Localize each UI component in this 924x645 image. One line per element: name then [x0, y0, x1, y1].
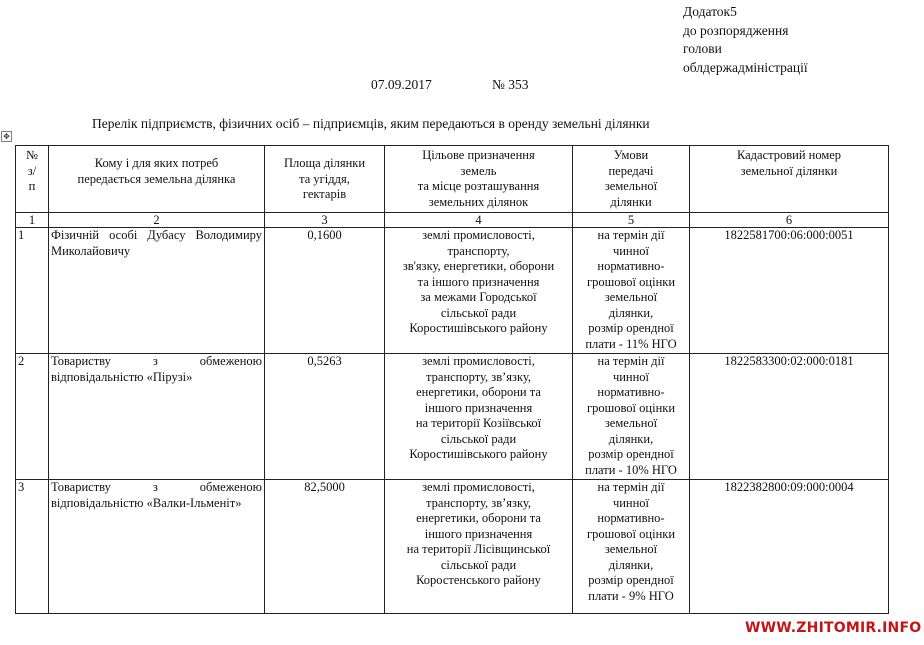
- row-area: 82,5000: [265, 480, 385, 614]
- table-row: [16, 354, 889, 480]
- row-purpose: землі промисловості, транспорту, зв’язку, енергетики, оборони та іншого призначення на території Козіївської сільської ради Коростишівського району: [385, 354, 573, 480]
- header-cadastral: Кадастровий номер земельної ділянки: [690, 146, 889, 213]
- site-watermark: WWW.ZHITOMIR.INFO: [742, 620, 924, 636]
- column-number: 4: [385, 213, 573, 228]
- header-purpose: Цільове призначення земель та місце розташування земельних ділянок: [385, 146, 573, 213]
- column-number: 5: [573, 213, 690, 228]
- header-recipient: Кому і для яких потреб передається земельна ділянка: [49, 146, 265, 213]
- row-recipient: Фізичній особі Дубасу Володимиру Миколайовичу: [49, 228, 265, 354]
- column-number: 3: [265, 213, 385, 228]
- row-conditions: на термін дії чинної нормативно- грошової оцінки земельної ділянки, розмір орендної плати - 10% НГО: [573, 354, 690, 480]
- row-number: 2: [16, 354, 49, 480]
- table-header-row: [16, 146, 889, 213]
- annex-line: голови: [683, 41, 722, 56]
- document-date: 07.09.2017: [371, 77, 432, 92]
- row-area: 0,1600: [265, 228, 385, 354]
- annex-block: [683, 3, 808, 77]
- header-conditions: Умови передачі земельної ділянки: [573, 146, 690, 213]
- column-number: 1: [16, 213, 49, 228]
- annex-line: облдержадміністрації: [683, 59, 808, 75]
- header-area: Площа ділянки та угіддя, гектарів: [265, 146, 385, 213]
- page-title: Перелік підприємств, фізичних осіб – підприємців, яким передаються в оренду земельні ділянки: [92, 116, 650, 131]
- row-cadastral: 1822581700:06:000:0051: [690, 228, 889, 354]
- annex-line: до розпорядження: [683, 22, 789, 38]
- row-purpose: землі промисловості, транспорту, зв’язку, енергетики, оборони та іншого призначення на території Лісівщинської сільської ради Коростенського району: [385, 480, 573, 614]
- land-lease-table: [15, 145, 889, 614]
- row-conditions: на термін дії чинної нормативно- грошової оцінки земельної ділянки, розмір орендної плати - 11% НГО: [573, 228, 690, 354]
- row-number: 1: [16, 228, 49, 354]
- row-recipient: Товариству з обмеженою відповідальністю «Пірузі»: [49, 354, 265, 480]
- row-number: 3: [16, 480, 49, 614]
- row-recipient: Товариству з обмеженою відповідальністю «Валки-Ільменіт»: [49, 480, 265, 614]
- row-conditions: на термін дії чинної нормативно- грошової оцінки земельної ділянки, розмір орендної плати - 9% НГО: [573, 480, 690, 614]
- column-number: 6: [690, 213, 889, 228]
- row-area: 0,5263: [265, 354, 385, 480]
- row-purpose: землі промисловості, транспорту, зв'язку, енергетики, оборони та іншого призначення за межами Городської сільської ради Коростишівського району: [385, 228, 573, 354]
- table-row: [16, 480, 889, 614]
- table-move-handle-icon[interactable]: ✥: [1, 131, 12, 142]
- document-number: № 353: [492, 77, 529, 92]
- column-number-row: [16, 213, 889, 228]
- row-cadastral: 1822382800:09:000:0004: [690, 480, 889, 614]
- column-number: 2: [49, 213, 265, 228]
- table-row: [16, 228, 889, 354]
- row-cadastral: 1822583300:02:000:0181: [690, 354, 889, 480]
- annex-line: Додаток5: [683, 4, 737, 19]
- header-number: № з/ п: [16, 146, 49, 213]
